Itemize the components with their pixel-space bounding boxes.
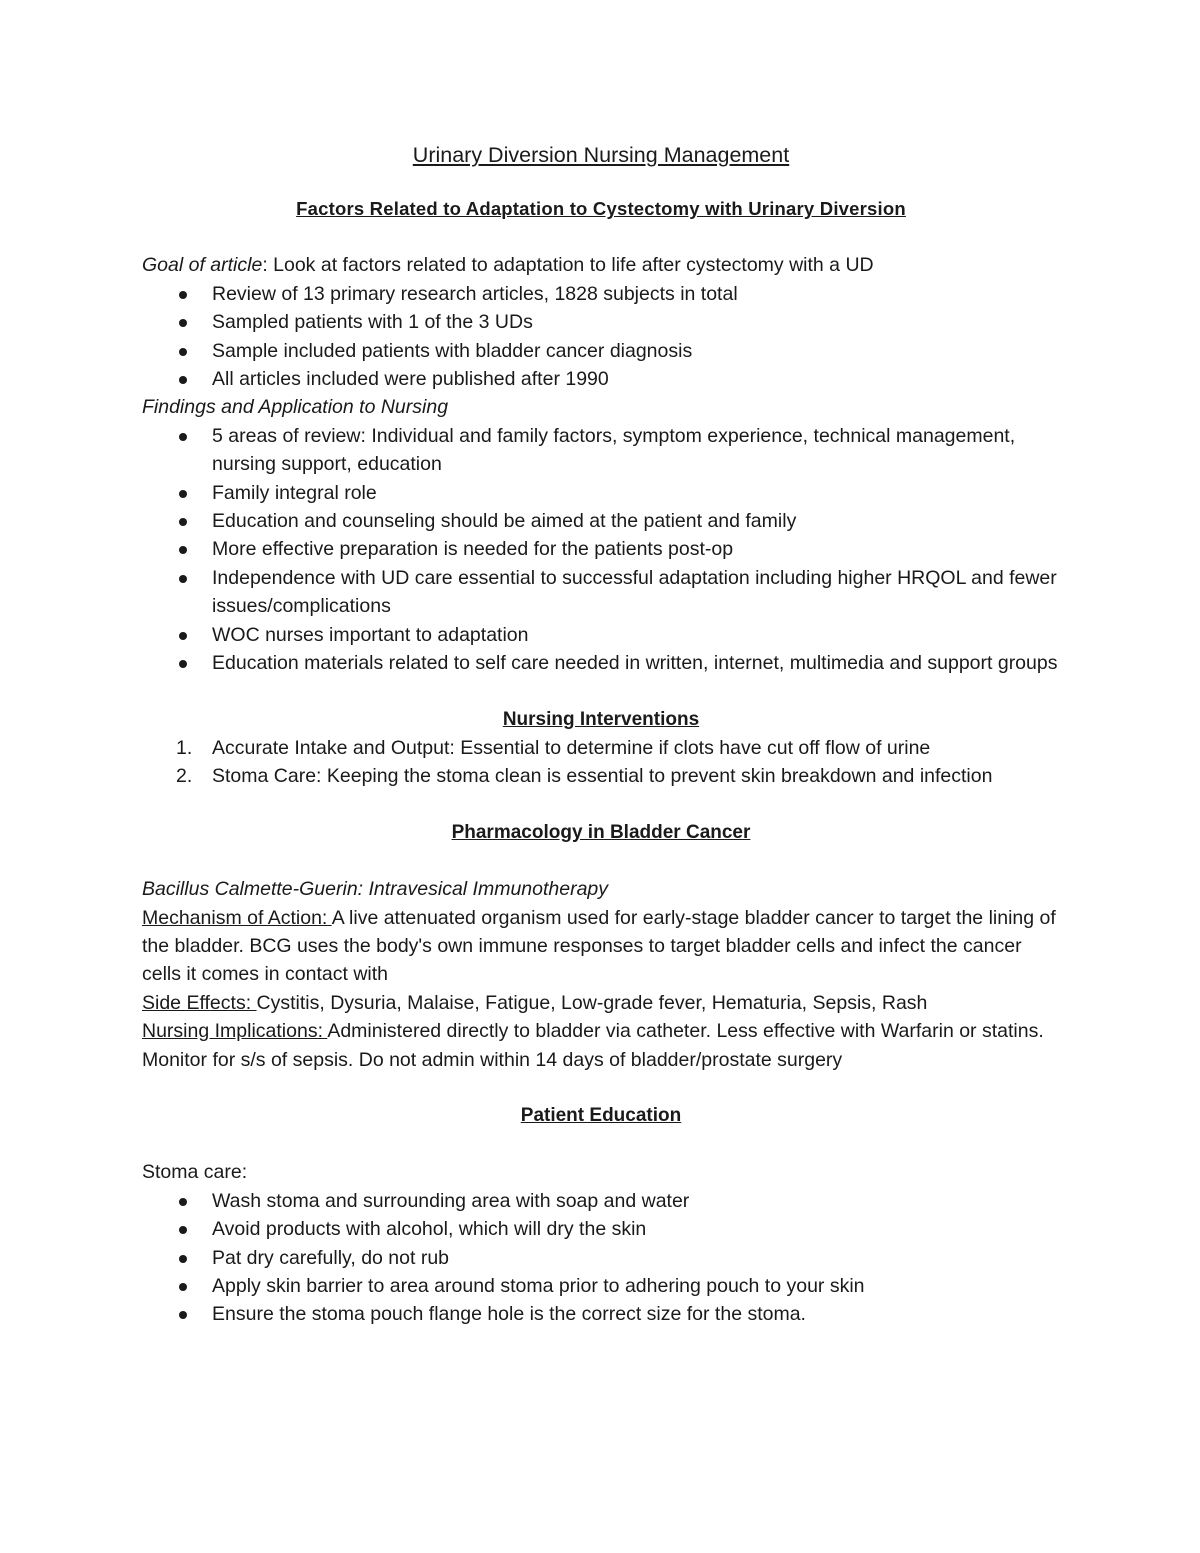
nursing-implications <box>142 1017 1060 1074</box>
bullet-icon <box>179 376 187 384</box>
nursing-implications-label: Nursing Implications: <box>142 1020 328 1043</box>
list-item: More effective preparation is needed for the patients post-op <box>142 535 1060 563</box>
document-page <box>142 138 1060 1329</box>
interventions-list <box>142 734 1060 791</box>
list-item: Family integral role <box>142 479 1060 507</box>
bullet-icon <box>179 348 187 356</box>
moa-label: Mechanism of Action: <box>142 906 332 929</box>
bullet-icon <box>179 1311 187 1319</box>
bullet-icon <box>179 319 187 327</box>
side-effects-text: Cystitis, Dysuria, Malaise, Fatigue, Low-grade fever, Hematuria, Sepsis, Rash <box>256 991 928 1014</box>
stoma-care-label: Stoma care: <box>142 1161 248 1184</box>
bullet-icon <box>179 660 187 668</box>
list-number: 1. <box>176 736 193 759</box>
list-item: Pat dry carefully, do not rub <box>142 1244 1060 1272</box>
list-item: Sampled patients with 1 of the 3 UDs <box>142 308 1060 336</box>
bullet-icon <box>179 1283 187 1291</box>
bullet-icon <box>179 291 187 299</box>
nursing-implications-text: Administered directly to bladder via catheter. Less effective with Warfarin or statins. Monitor for s/s of sepsis. Do not admin within 14 days of bladder/prostate surgery <box>142 1020 1044 1071</box>
list-number: 2. <box>176 765 193 788</box>
spacer <box>142 1074 1060 1102</box>
findings-list <box>142 422 1060 678</box>
spacer <box>142 791 1060 819</box>
section-heading-pharmacology: Pharmacology in Bladder Cancer <box>451 821 751 843</box>
stoma-care-list <box>142 1187 1060 1329</box>
bullet-icon <box>179 546 187 554</box>
bullet-icon <box>179 575 187 583</box>
moa-text: A live attenuated organism used for early-stage bladder cancer to target the lining of the bladder. BCG uses the body's own immune responses to target bladder cells and infect the cancer cells it comes in contact with <box>142 906 1056 986</box>
goal-list <box>142 280 1060 394</box>
section-heading-patient-education: Patient Education <box>520 1104 682 1126</box>
list-item: 2. Stoma Care: Keeping the stoma clean is essential to prevent skin breakdown and infection <box>142 762 1060 790</box>
list-item: All articles included were published after 1990 <box>142 365 1060 393</box>
list-item: 5 areas of review: Individual and family factors, symptom experience, technical management, nursing support, education <box>142 422 1060 479</box>
drug-name: Bacillus Calmette-Guerin: Intravesical Immunotherapy <box>142 878 609 901</box>
bullet-icon <box>179 1226 187 1234</box>
bullet-icon <box>179 1198 187 1206</box>
list-item: Independence with UD care essential to successful adaptation including higher HRQOL and fewer issues/complications <box>142 564 1060 621</box>
goal-line <box>142 251 1060 279</box>
list-item: Review of 13 primary research articles, 1828 subjects in total <box>142 280 1060 308</box>
list-item: Education materials related to self care needed in written, internet, multimedia and support groups <box>142 649 1060 677</box>
document-title: Urinary Diversion Nursing Management <box>412 143 790 167</box>
spacer <box>142 1130 1060 1158</box>
bullet-icon <box>179 490 187 498</box>
list-item: Education and counseling should be aimed at the patient and family <box>142 507 1060 535</box>
goal-label: Goal of article <box>142 254 263 277</box>
section-heading-adaptation: Factors Related to Adaptation to Cystectomy with Urinary Diversion <box>296 198 906 219</box>
list-item: Ensure the stoma pouch flange hole is the correct size for the stoma. <box>142 1300 1060 1328</box>
findings-label: Findings and Application to Nursing <box>142 396 449 419</box>
spacer <box>142 678 1060 706</box>
list-item: Avoid products with alcohol, which will dry the skin <box>142 1215 1060 1243</box>
bullet-icon <box>179 518 187 526</box>
side-effects <box>142 989 1060 1017</box>
goal-text: : Look at factors related to adaptation to life after cystectomy with a UD <box>262 254 874 277</box>
side-effects-label: Side Effects: <box>142 991 257 1014</box>
spacer <box>142 847 1060 875</box>
list-item: 1. Accurate Intake and Output: Essential to determine if clots have cut off flow of urine <box>142 734 1060 762</box>
spacer <box>142 172 1060 195</box>
bullet-icon <box>179 433 187 441</box>
list-item: WOC nurses important to adaptation <box>142 621 1060 649</box>
list-item: Wash stoma and surrounding area with soap and water <box>142 1187 1060 1215</box>
bullet-icon <box>179 632 187 640</box>
list-item: Sample included patients with bladder cancer diagnosis <box>142 337 1060 365</box>
list-item: Apply skin barrier to area around stoma prior to adhering pouch to your skin <box>142 1272 1060 1300</box>
spacer <box>142 223 1060 251</box>
bullet-icon <box>179 1255 187 1263</box>
mechanism-of-action <box>142 904 1060 989</box>
section-heading-interventions: Nursing Interventions <box>502 708 700 730</box>
